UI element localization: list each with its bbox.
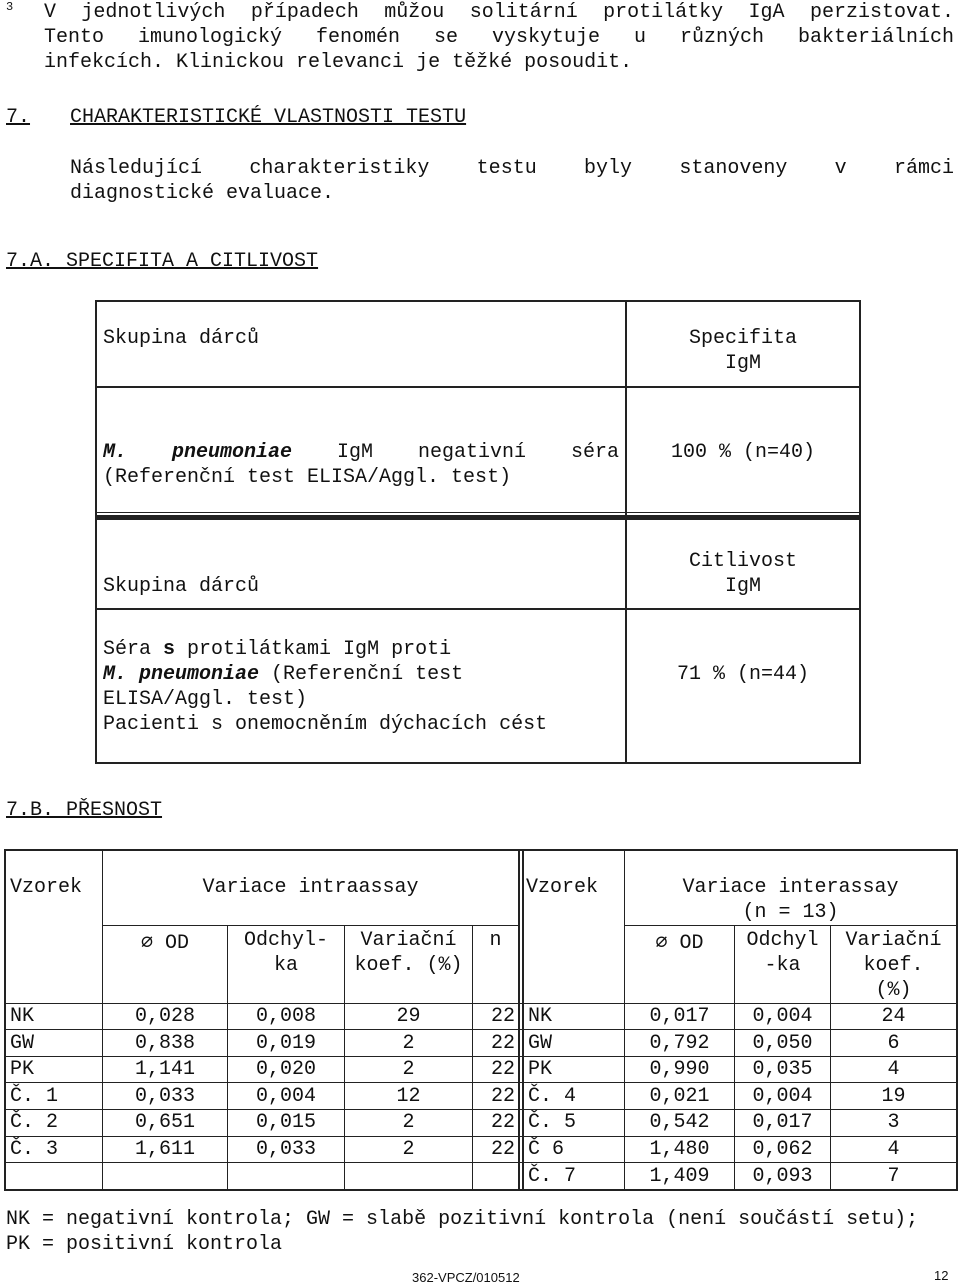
- inter-sample-cell: Č. 7: [528, 1164, 577, 1188]
- inter-sd-cell: 0,035: [752, 1058, 813, 1082]
- spec-row-label: [103, 440, 619, 490]
- inter-cv-cell: 7: [887, 1164, 900, 1188]
- intra-sample-cell: Č. 1: [10, 1084, 59, 1108]
- footnote-marker: 3: [6, 0, 14, 14]
- legend: [6, 1207, 918, 1257]
- inter-od-cell: 0,990: [649, 1058, 710, 1082]
- intra-sd-cell: 0,033: [255, 1138, 316, 1161]
- precision-table: [4, 849, 958, 1191]
- sens-row-species: pneumoniae: [127, 663, 260, 686]
- inter-cv-cell: 24: [881, 1005, 906, 1028]
- inter-cv-cell: 19: [881, 1084, 906, 1108]
- intra-od-cell: 0,651: [134, 1111, 195, 1135]
- intra-od-cell: 1,141: [134, 1058, 195, 1082]
- inter-od-cell: 1,409: [649, 1164, 710, 1188]
- intra-sd-cell: 0,019: [255, 1031, 316, 1055]
- intra-cv-cell: 2: [402, 1111, 415, 1135]
- inter-sample-cell: PK: [528, 1058, 553, 1082]
- intra-sd-cell: 0,008: [255, 1005, 316, 1028]
- inter-sample-cell: Č. 4: [528, 1084, 577, 1108]
- intra-od-cell: 1,611: [134, 1138, 195, 1161]
- inter-title-line-1: Variace interassay: [682, 876, 899, 899]
- intra-title-header: Variace intraassay: [202, 876, 419, 899]
- intra-cv-cell: 2: [402, 1031, 415, 1055]
- intro-paragraph: [44, 0, 954, 75]
- inter-sd-cell: 0,093: [752, 1164, 813, 1188]
- intro-line-2: Tento imunologický fenomén se vyskytuje u různých bakteriálních: [44, 26, 954, 49]
- intra-od-header: ∅ OD: [140, 932, 190, 955]
- inter-od-header: ∅ OD: [655, 932, 704, 955]
- inter-sd-cell: 0,017: [752, 1111, 813, 1135]
- intra-sample-cell: PK: [10, 1058, 35, 1082]
- sens-header-line-2: IgM: [724, 575, 761, 598]
- inter-sd-cell: 0,004: [752, 1084, 813, 1108]
- inter-sample-cell: Č 6: [528, 1138, 565, 1161]
- sensitivity-table: [95, 520, 861, 764]
- table-row: [4, 1057, 958, 1083]
- intra-cv-cell: 12: [396, 1084, 421, 1108]
- legend-line-2: PK = positivní kontrola: [6, 1233, 283, 1256]
- sens-value: 71 % (n=44): [676, 663, 810, 686]
- inter-cv-header: [831, 928, 956, 1003]
- section-7-text-line-1: Následující charakteristiky testu byly stanoveny v rámci: [70, 157, 954, 180]
- intra-cv-cell: 2: [402, 1138, 415, 1161]
- inter-sample-cell: Č. 5: [528, 1111, 577, 1135]
- inter-od-cell: 0,542: [649, 1111, 710, 1135]
- inter-od-cell: 0,021: [649, 1084, 710, 1108]
- sens-group-header: Skupina dárců: [103, 575, 260, 598]
- table-row: [4, 1110, 958, 1136]
- intra-sample-cell: Č. 3: [10, 1138, 59, 1161]
- spec-row-line-2: (Referenční test ELISA/Aggl. test): [103, 466, 512, 489]
- inter-cv-cell: 3: [887, 1111, 900, 1135]
- spec-row-genus: M.: [103, 441, 128, 464]
- intra-cv-header-line-1: Variační: [360, 929, 457, 952]
- intra-od-cell: 0,838: [134, 1031, 195, 1055]
- sens-header-line-1: Citlivost: [688, 550, 798, 573]
- inter-od-cell: 1,480: [649, 1138, 710, 1161]
- intra-od-cell: 0,033: [134, 1084, 195, 1108]
- section-7-number: 7.: [6, 106, 31, 129]
- inter-sample-header: Vzorek: [526, 876, 599, 899]
- sens-row-text-c: protilátkami IgM proti: [175, 638, 452, 661]
- inter-title-line-2: (n = 13): [742, 901, 839, 924]
- inter-cv-cell: 4: [887, 1058, 900, 1082]
- inter-title-header: [625, 875, 956, 925]
- intra-cv-header: [345, 928, 472, 978]
- intra-sample-header: Vzorek: [10, 876, 83, 899]
- sens-row-label: [103, 637, 623, 737]
- intra-n-cell: 22: [490, 1031, 515, 1055]
- sens-value-header: [627, 549, 859, 599]
- intra-od-cell: 0,028: [134, 1005, 195, 1028]
- sens-row-text-a: Séra: [103, 638, 164, 661]
- section-7-text-line-2: diagnostické evaluace.: [70, 182, 335, 205]
- intra-n-cell: 22: [490, 1058, 515, 1082]
- intro-line-3: infekcích. Klinickou relevanci je těžké posoudit.: [44, 51, 633, 74]
- intra-n-cell: 22: [490, 1005, 515, 1028]
- table-row: [4, 1004, 958, 1030]
- inter-cv-header-line-2: koef.: [863, 954, 924, 977]
- intra-cv-header-line-2: koef. (%): [354, 954, 463, 977]
- inter-sd-cell: 0,004: [752, 1005, 813, 1028]
- sens-row-reference: (Referenční test: [259, 663, 464, 686]
- intra-sd-cell: 0,020: [255, 1058, 316, 1082]
- intra-n-cell: 22: [490, 1084, 515, 1108]
- intra-sd-cell: 0,004: [255, 1084, 316, 1108]
- inter-sd-cell: 0,050: [752, 1031, 813, 1055]
- inter-sd-header-line-1: Odchyl: [746, 929, 819, 952]
- inter-od-cell: 0,792: [649, 1031, 710, 1055]
- intra-sd-header: [228, 928, 344, 978]
- inter-sd-header: [735, 928, 830, 978]
- inter-cv-cell: 6: [887, 1031, 900, 1055]
- intra-sample-cell: Č. 2: [10, 1111, 59, 1135]
- spec-value-header: [627, 326, 859, 376]
- specificity-table: [95, 300, 861, 520]
- table-row: [4, 1084, 958, 1110]
- intra-n-cell: 22: [490, 1138, 515, 1161]
- inter-sd-cell: 0,062: [752, 1138, 813, 1161]
- intro-line-1: V jednotlivých případech můžou solitární protilátky IgA perzistovat.: [44, 1, 954, 24]
- inter-od-cell: 0,017: [649, 1005, 710, 1028]
- intra-cv-cell: 2: [402, 1058, 415, 1082]
- sens-row-genus: M.: [103, 663, 128, 686]
- document-code: 362-VPCZ/010512: [412, 1270, 520, 1285]
- table-row: [4, 1137, 958, 1163]
- sens-row-line-4: Pacienti s onemocněním dýchacích cést: [103, 713, 548, 736]
- inter-sample-cell: GW: [528, 1031, 553, 1055]
- intra-sample-cell: NK: [10, 1005, 35, 1028]
- intra-cv-cell: 29: [396, 1005, 421, 1028]
- legend-line-1: NK = negativní kontrola; GW = slabě pozitivní kontrola (není součástí setu);: [6, 1208, 919, 1231]
- intra-sd-cell: 0,015: [255, 1111, 316, 1135]
- section-7-text: [70, 156, 954, 206]
- spec-header-line-1: Specifita: [688, 327, 798, 350]
- sens-row-text-s: s: [163, 638, 176, 661]
- section-7b-heading: 7.B. PŘESNOST: [6, 799, 163, 822]
- inter-sample-cell: NK: [528, 1005, 553, 1028]
- inter-sd-header-line-2: -ka: [764, 954, 801, 977]
- section-7a-heading: 7.A. SPECIFITA A CITLIVOST: [6, 250, 319, 273]
- spec-row-species: pneumoniae: [172, 441, 293, 464]
- spec-group-header: Skupina dárců: [103, 327, 260, 350]
- inter-cv-cell: 4: [887, 1138, 900, 1161]
- intra-sd-header-line-1: Odchyl-: [243, 929, 328, 952]
- table-row: [4, 1164, 958, 1190]
- page-number: 12: [934, 1268, 949, 1283]
- sens-row-line-3: ELISA/Aggl. test): [103, 688, 308, 711]
- intra-n-cell: 22: [490, 1111, 515, 1135]
- intra-sd-header-line-2: ka: [273, 954, 298, 977]
- spec-header-line-2: IgM: [724, 352, 761, 375]
- spec-row-rest: IgM negativní séra: [292, 441, 619, 464]
- table-row: [4, 1031, 958, 1057]
- intra-n-header: n: [489, 929, 502, 952]
- section-7-title: CHARAKTERISTICKÉ VLASTNOSTI TESTU: [70, 106, 467, 129]
- inter-cv-header-line-1: Variační: [845, 929, 942, 952]
- inter-cv-header-line-3: (%): [875, 979, 912, 1002]
- intra-sample-cell: GW: [10, 1031, 35, 1055]
- spec-value: 100 % (n=40): [670, 441, 816, 464]
